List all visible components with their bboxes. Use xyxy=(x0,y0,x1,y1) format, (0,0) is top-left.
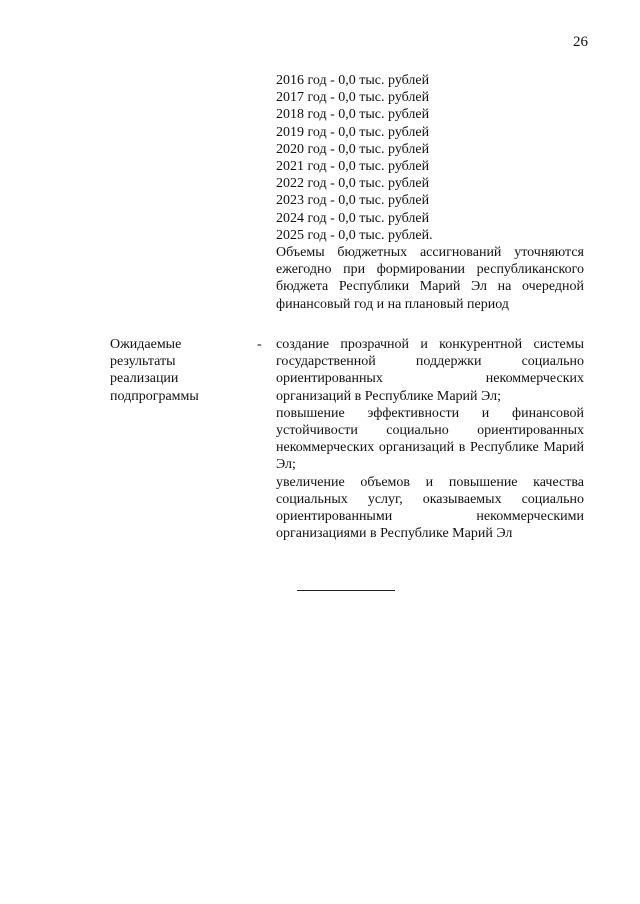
budget-year-line: 2017 год - 0,0 тыс. рублей xyxy=(276,90,430,106)
label-dash: - xyxy=(257,337,262,352)
result-line xyxy=(276,508,584,525)
expected-results-label xyxy=(110,336,240,405)
word: некоммерческих xyxy=(485,371,584,387)
budget-year-line: 2019 год - 0,0 тыс. рублей xyxy=(276,124,430,140)
word: социально xyxy=(521,354,584,370)
label-line: подпрограммы xyxy=(110,388,199,404)
budget-year-line: 2021 год - 0,0 тыс. рублей xyxy=(276,159,430,175)
page-number: 26 xyxy=(573,34,588,50)
result-line: организаций в Республике Марий Эл; xyxy=(276,388,501,404)
budget-year-line: 2024 год - 0,0 тыс. рублей xyxy=(276,210,430,226)
result-line xyxy=(276,370,584,387)
budget-year-line: 2016 год - 0,0 тыс. рублей xyxy=(276,73,430,88)
label-line: результаты xyxy=(110,354,176,370)
label-line: Ожидаемые xyxy=(110,337,182,352)
result-line xyxy=(276,491,584,508)
text-line: увеличение объемов и повышение качества xyxy=(276,474,584,490)
budget-note: Объемы бюджетных ассигнований уточняются ежегодно при формировании республиканского бюджета Республики Марий Эл на очередной финансовый год и на плановый период xyxy=(276,245,584,312)
expected-results-list xyxy=(276,336,584,542)
result-line: организациями в Республике Марий Эл xyxy=(276,526,513,542)
label-line: реализации xyxy=(110,371,179,387)
budget-allocations xyxy=(276,72,584,313)
budget-year-line: 2020 год - 0,0 тыс. рублей xyxy=(276,141,430,157)
word: ориентированных xyxy=(276,371,383,387)
word: ориентированными xyxy=(276,509,393,525)
budget-year-line: 2018 год - 0,0 тыс. рублей xyxy=(276,107,430,123)
result-item-1 xyxy=(276,336,584,405)
result-line xyxy=(276,336,584,353)
result-line xyxy=(276,353,584,370)
budget-year-line: 2022 год - 0,0 тыс. рублей xyxy=(276,176,430,192)
result-item-3 xyxy=(276,474,584,543)
text-line: создание прозрачной и конкурентной системы xyxy=(276,337,584,352)
result-item-2: повышение эффективности и финансовой устойчивости социально ориентированных некоммерческих организаций в Республике Марий Эл; xyxy=(276,405,584,473)
word: поддержки xyxy=(415,354,482,370)
text-line: социальных услуг, оказываемых социально xyxy=(276,491,584,507)
word: государственной xyxy=(276,354,376,370)
word: некоммерческими xyxy=(476,509,584,525)
end-of-section-rule xyxy=(297,590,395,591)
result-line xyxy=(276,474,584,491)
budget-year-line: 2025 год - 0,0 тыс. рублей. xyxy=(276,227,433,243)
budget-year-line: 2023 год - 0,0 тыс. рублей xyxy=(276,193,430,209)
